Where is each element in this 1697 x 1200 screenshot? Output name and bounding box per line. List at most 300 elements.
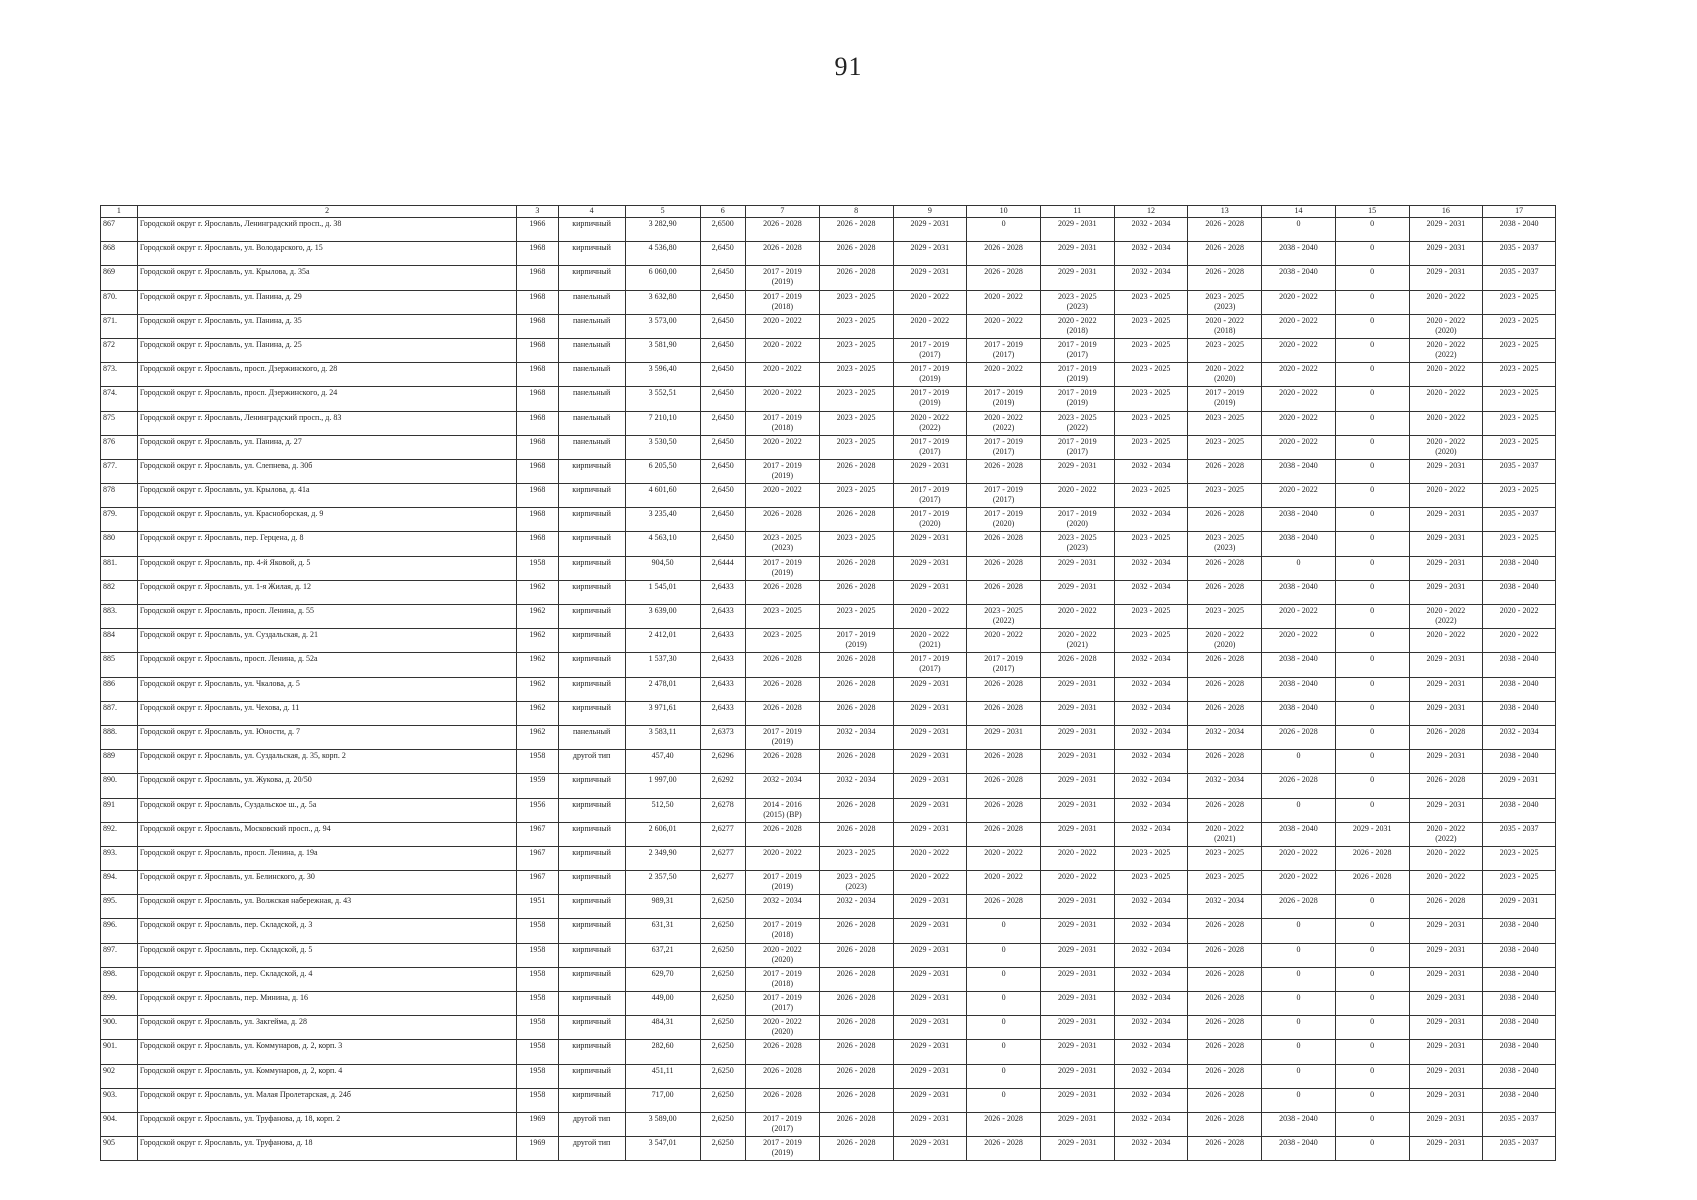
table-cell: 2026 - 2028 [819, 701, 893, 725]
table-cell: 2026 - 2028 [819, 967, 893, 991]
table-cell: 2,6450 [700, 266, 746, 290]
table-cell: 2026 - 2028 [1409, 725, 1483, 749]
table-cell: 2,6250 [700, 943, 746, 967]
table-cell: 2038 - 2040 [1262, 1112, 1336, 1136]
table-cell: 2029 - 2031 [1040, 798, 1114, 822]
table-cell: кирпичный [558, 677, 625, 701]
period-line: 2017 - 2019 [1205, 388, 1245, 398]
table-cell: 2023 - 2025 [819, 532, 893, 556]
table-cell: 2,6450 [700, 484, 746, 508]
row-number: 881. [101, 556, 138, 580]
table-cell: 2020 - 2022 [1262, 484, 1336, 508]
table-cell: 0 [1335, 532, 1409, 556]
housing-register-table [100, 205, 1556, 1161]
address-cell: Городской округ г. Ярославль, Ленинградский просп., д. 38 [137, 218, 516, 242]
period-cell [967, 387, 1041, 411]
table-cell: 2026 - 2028 [819, 919, 893, 943]
period-cell [893, 629, 967, 653]
period-cell [967, 435, 1041, 459]
table-cell: 2029 - 2031 [893, 725, 967, 749]
table-cell: 2,6433 [700, 629, 746, 653]
period-cell [893, 363, 967, 387]
row-number: 891 [101, 798, 138, 822]
table-cell: 2029 - 2031 [1040, 677, 1114, 701]
row-number: 871. [101, 314, 138, 338]
table-cell: 2032 - 2034 [746, 895, 820, 919]
table-cell: 2026 - 2028 [746, 242, 820, 266]
period-line: (2018) [771, 422, 794, 432]
table-cell: 2026 - 2028 [746, 677, 820, 701]
period-line: (2019) [1066, 398, 1088, 408]
table-cell: 2029 - 2031 [893, 992, 967, 1016]
table-cell: 1968 [517, 508, 558, 532]
table-cell: 0 [1335, 677, 1409, 701]
table-cell: 2038 - 2040 [1483, 580, 1556, 604]
period-line: 2017 - 2019 [763, 557, 802, 567]
column-number-row [101, 206, 1556, 218]
table-cell: 2,6450 [700, 338, 746, 362]
row-number: 867 [101, 218, 138, 242]
column-number-cell: 10 [967, 206, 1041, 218]
period-line: (2017) [771, 1123, 794, 1133]
period-line: 2017 - 2019 [763, 267, 802, 277]
table-cell: 2026 - 2028 [746, 653, 820, 677]
table-cell: кирпичный [558, 992, 625, 1016]
table-cell: 2029 - 2031 [1040, 992, 1114, 1016]
table-cell: 0 [1262, 992, 1336, 1016]
table-cell: 2029 - 2031 [1409, 992, 1483, 1016]
table-cell: 2020 - 2022 [746, 387, 820, 411]
table-cell: 2029 - 2031 [1040, 725, 1114, 749]
table-cell: 2026 - 2028 [967, 266, 1041, 290]
table-cell: 1968 [517, 314, 558, 338]
table-cell: 2020 - 2022 [893, 314, 967, 338]
row-number: 885 [101, 653, 138, 677]
period-cell [746, 532, 820, 556]
table-row [101, 846, 1556, 870]
table-cell: 2,6250 [700, 919, 746, 943]
table-cell: 2020 - 2022 [967, 363, 1041, 387]
table-cell: 2020 - 2022 [893, 846, 967, 870]
table-cell: кирпичный [558, 871, 625, 895]
period-line: 2023 - 2025 [1057, 412, 1097, 422]
table-cell: 0 [967, 943, 1041, 967]
period-line: (2020) [1435, 446, 1457, 456]
period-cell [1040, 363, 1114, 387]
table-cell: 0 [1335, 338, 1409, 362]
table-cell: 1958 [517, 943, 558, 967]
table-cell: 904,50 [625, 556, 700, 580]
table-cell: 2029 - 2031 [1409, 967, 1483, 991]
period-line: 2017 - 2019 [984, 339, 1023, 349]
table-cell: кирпичный [558, 218, 625, 242]
table-cell: 1969 [517, 1112, 558, 1136]
table-cell: 2023 - 2025 [819, 314, 893, 338]
table-cell: 1962 [517, 677, 558, 701]
table-cell: 451,11 [625, 1064, 700, 1088]
period-cell [967, 605, 1041, 629]
table-cell: кирпичный [558, 701, 625, 725]
table-cell: 0 [1335, 895, 1409, 919]
table-cell: 0 [1262, 1088, 1336, 1112]
address-cell: Городской округ г. Ярославль, ул. Коммунаров, д. 2, корп. 4 [137, 1064, 516, 1088]
period-line: (2017) [1066, 446, 1088, 456]
table-cell: 2,6433 [700, 677, 746, 701]
table-cell: 2029 - 2031 [1040, 1112, 1114, 1136]
period-line: (2020) [1066, 519, 1088, 529]
period-line: (2017) [1066, 349, 1088, 359]
table-cell: панельный [558, 435, 625, 459]
period-line: 2020 - 2022 [1205, 630, 1245, 640]
table-cell: 2023 - 2025 [819, 387, 893, 411]
table-cell: 1967 [517, 871, 558, 895]
table-cell: 2023 - 2025 [1114, 846, 1188, 870]
period-cell [1188, 290, 1262, 314]
period-line: (2017) [992, 349, 1015, 359]
period-cell [893, 338, 967, 362]
column-number-cell: 5 [625, 206, 700, 218]
period-line: (2022) [1435, 616, 1457, 625]
row-number: 897. [101, 943, 138, 967]
table-cell: 2026 - 2028 [746, 1064, 820, 1088]
table-cell: 3 596,40 [625, 363, 700, 387]
table-cell: 2029 - 2031 [893, 1064, 967, 1088]
period-line: (2019) [771, 567, 794, 577]
table-cell: 2026 - 2028 [1188, 943, 1262, 967]
table-row [101, 992, 1556, 1016]
row-number: 873. [101, 363, 138, 387]
period-line: 2017 - 2019 [763, 1113, 802, 1123]
table-cell: 2032 - 2034 [1114, 653, 1188, 677]
table-cell: 2026 - 2028 [1188, 967, 1262, 991]
period-line: 2014 - 2016 [763, 799, 802, 809]
address-cell: Городской округ г. Ярославль, просп. Дзержинского, д. 24 [137, 387, 516, 411]
table-cell: 2029 - 2031 [1040, 750, 1114, 774]
row-number: 899. [101, 992, 138, 1016]
table-cell: 2020 - 2022 [1040, 846, 1114, 870]
period-line: (2020) [1214, 640, 1236, 650]
table-cell: 2026 - 2028 [819, 556, 893, 580]
table-row [101, 363, 1556, 387]
table-cell: 2,6433 [700, 580, 746, 604]
address-cell: Городской округ г. Ярославль, просп. Дзержинского, д. 28 [137, 363, 516, 387]
table-cell: 1962 [517, 629, 558, 653]
period-line: 2017 - 2019 [763, 726, 802, 736]
period-line: (2020) [1214, 374, 1236, 384]
table-cell: 2032 - 2034 [1114, 750, 1188, 774]
table-cell: 2029 - 2031 [893, 677, 967, 701]
period-line: 2023 - 2025 [836, 872, 876, 882]
table-row [101, 1064, 1556, 1088]
table-row [101, 435, 1556, 459]
table-cell: 2038 - 2040 [1262, 1137, 1336, 1161]
table-cell: кирпичный [558, 798, 625, 822]
table-cell: 1962 [517, 580, 558, 604]
table-cell: 2026 - 2028 [1188, 1064, 1262, 1088]
period-line: (2022) [992, 616, 1015, 625]
period-line: 2017 - 2019 [910, 485, 950, 495]
address-cell: Городской округ г. Ярославль, ул. Чехова, д. 11 [137, 701, 516, 725]
period-line: (2021) [1214, 833, 1236, 843]
table-cell: 3 639,00 [625, 605, 700, 629]
table-cell: 2029 - 2031 [1409, 943, 1483, 967]
table-cell: 2029 - 2031 [893, 919, 967, 943]
row-number: 875 [101, 411, 138, 435]
table-row [101, 387, 1556, 411]
table-cell: 1968 [517, 242, 558, 266]
address-cell: Городской округ г. Ярославль, Ленинградский просп., д. 83 [137, 411, 516, 435]
table-cell: 0 [1335, 484, 1409, 508]
table-row [101, 314, 1556, 338]
table-cell: 2020 - 2022 [1483, 605, 1556, 629]
table-cell: 2023 - 2025 [1114, 532, 1188, 556]
row-number: 889 [101, 750, 138, 774]
address-cell: Городской округ г. Ярославль, просп. Ленина, д. 19а [137, 846, 516, 870]
table-cell: 2026 - 2028 [1409, 895, 1483, 919]
table-cell: 0 [1335, 798, 1409, 822]
period-line: 2017 - 2019 [1057, 339, 1097, 349]
table-cell: 2026 - 2028 [819, 822, 893, 846]
table-row [101, 1016, 1556, 1040]
period-line: (2020) [992, 519, 1015, 529]
table-cell: 2026 - 2028 [1409, 774, 1483, 798]
table-cell: 2038 - 2040 [1483, 798, 1556, 822]
table-cell: кирпичный [558, 846, 625, 870]
table-cell: 2032 - 2034 [819, 725, 893, 749]
period-line: 2017 - 2019 [984, 485, 1023, 495]
table-row [101, 750, 1556, 774]
table-cell: 2029 - 2031 [1040, 1088, 1114, 1112]
table-cell: 2029 - 2031 [893, 532, 967, 556]
period-cell [893, 435, 967, 459]
table-cell: 2029 - 2031 [1040, 1016, 1114, 1040]
table-cell: 2023 - 2025 [1188, 435, 1262, 459]
column-number-cell: 1 [101, 206, 138, 218]
table-cell: 2020 - 2022 [1262, 387, 1336, 411]
table-cell: 2029 - 2031 [1409, 653, 1483, 677]
table-cell: 2026 - 2028 [819, 1064, 893, 1088]
address-cell: Городской округ г. Ярославль, ул. Суздальская, д. 35, корп. 2 [137, 750, 516, 774]
table-row [101, 242, 1556, 266]
table-cell: 2026 - 2028 [967, 822, 1041, 846]
period-line: 2017 - 2019 [763, 968, 802, 978]
table-cell: 2026 - 2028 [1188, 218, 1262, 242]
table-cell: 2026 - 2028 [746, 218, 820, 242]
table-cell: 2032 - 2034 [1188, 774, 1262, 798]
table-cell: 0 [967, 1088, 1041, 1112]
table-cell: 2020 - 2022 [1409, 484, 1483, 508]
table-row [101, 943, 1556, 967]
table-cell: 2023 - 2025 [1188, 871, 1262, 895]
table-cell: 2038 - 2040 [1483, 1088, 1556, 1112]
table-cell: 2020 - 2022 [1262, 605, 1336, 629]
period-cell [1188, 387, 1262, 411]
table-cell: 2029 - 2031 [1040, 919, 1114, 943]
table-cell: 1958 [517, 1040, 558, 1064]
column-number-cell: 15 [1335, 206, 1409, 218]
address-cell: Городской округ г. Ярославль, ул. Суздальская, д. 21 [137, 629, 516, 653]
period-cell [746, 290, 820, 314]
period-line: (2019) [1066, 374, 1088, 384]
table-cell: 0 [1335, 1064, 1409, 1088]
table-cell: 2020 - 2022 [746, 338, 820, 362]
table-cell: 3 589,00 [625, 1112, 700, 1136]
table-cell: 2026 - 2028 [1262, 895, 1336, 919]
table-cell: 2035 - 2037 [1483, 1137, 1556, 1161]
table-cell: 0 [1335, 629, 1409, 653]
table-cell: 631,31 [625, 919, 700, 943]
period-line: 2020 - 2022 [984, 412, 1023, 422]
table-cell: 2023 - 2025 [819, 411, 893, 435]
table-row [101, 411, 1556, 435]
table-cell: 0 [1262, 218, 1336, 242]
table-cell: кирпичный [558, 653, 625, 677]
table-cell: 2035 - 2037 [1483, 459, 1556, 483]
table-cell: 2032 - 2034 [1114, 242, 1188, 266]
table-cell: 2038 - 2040 [1262, 242, 1336, 266]
table-cell: 4 563,10 [625, 532, 700, 556]
table-cell: 2029 - 2031 [1409, 750, 1483, 774]
table-cell: 2029 - 2031 [1409, 218, 1483, 242]
column-number-cell: 14 [1262, 206, 1336, 218]
table-cell: 0 [967, 992, 1041, 1016]
table-cell: 2023 - 2025 [1114, 290, 1188, 314]
period-cell [746, 943, 820, 967]
period-cell [893, 411, 967, 435]
table-cell: 1968 [517, 484, 558, 508]
table-row [101, 266, 1556, 290]
table-cell: 2020 - 2022 [893, 605, 967, 629]
table-cell: кирпичный [558, 508, 625, 532]
table-cell: 2 412,01 [625, 629, 700, 653]
row-number: 895. [101, 895, 138, 919]
table-cell: 0 [1335, 556, 1409, 580]
table-row [101, 1112, 1556, 1136]
table-cell: 2026 - 2028 [819, 266, 893, 290]
table-row [101, 725, 1556, 749]
period-cell [1188, 532, 1262, 556]
period-cell [819, 629, 893, 653]
period-line: 2017 - 2019 [1057, 509, 1097, 519]
table-cell: 2,6250 [700, 1016, 746, 1040]
table-cell: 2026 - 2028 [1188, 701, 1262, 725]
table-cell: кирпичный [558, 1064, 625, 1088]
table-cell: 2029 - 2031 [1409, 532, 1483, 556]
table-cell: 2029 - 2031 [1040, 774, 1114, 798]
address-cell: Городской округ г. Ярославль, пер. Минина, д. 16 [137, 992, 516, 1016]
table-cell: 2029 - 2031 [1040, 580, 1114, 604]
table-cell: 1958 [517, 992, 558, 1016]
table-row [101, 629, 1556, 653]
table-cell: кирпичный [558, 919, 625, 943]
table-cell: 2026 - 2028 [819, 653, 893, 677]
table-cell: 1958 [517, 919, 558, 943]
table-cell: 2038 - 2040 [1483, 992, 1556, 1016]
table-cell: 2032 - 2034 [1114, 1064, 1188, 1088]
table-cell: 2026 - 2028 [1188, 556, 1262, 580]
table-cell: 2 478,01 [625, 677, 700, 701]
table-cell: 3 282,90 [625, 218, 700, 242]
table-row [101, 919, 1556, 943]
table-cell: кирпичный [558, 580, 625, 604]
period-cell [746, 1137, 820, 1161]
table-cell: 2023 - 2025 [1114, 314, 1188, 338]
table-row [101, 605, 1556, 629]
table-cell: панельный [558, 338, 625, 362]
table-cell: 1958 [517, 1088, 558, 1112]
table-cell: 2026 - 2028 [1262, 774, 1336, 798]
table-cell: 0 [1262, 943, 1336, 967]
period-line: 2020 - 2022 [763, 1017, 802, 1027]
table-cell: 2,6250 [700, 967, 746, 991]
row-number: 880 [101, 532, 138, 556]
table-cell: кирпичный [558, 943, 625, 967]
table-cell: 2029 - 2031 [893, 822, 967, 846]
table-cell: 629,70 [625, 967, 700, 991]
table-cell: 2,6450 [700, 435, 746, 459]
table-cell: 2026 - 2028 [746, 701, 820, 725]
table-cell: 1962 [517, 653, 558, 677]
address-cell: Городской округ г. Ярославль, пер. Герцена, д. 8 [137, 532, 516, 556]
table-cell: 6 205,50 [625, 459, 700, 483]
table-cell: 2,6444 [700, 556, 746, 580]
address-cell: Городской округ г. Ярославль, пер. Складской, д. 5 [137, 943, 516, 967]
table-cell: 2023 - 2025 [1114, 435, 1188, 459]
row-number: 879. [101, 508, 138, 532]
table-cell: 2026 - 2028 [819, 992, 893, 1016]
table-cell: 4 536,80 [625, 242, 700, 266]
row-number: 876 [101, 435, 138, 459]
address-cell: Городской округ г. Ярославль, ул. Панина, д. 29 [137, 290, 516, 314]
table-cell: 2038 - 2040 [1483, 967, 1556, 991]
row-number: 896. [101, 919, 138, 943]
period-line: (2015) (ВР) [763, 809, 802, 819]
table-cell: 2035 - 2037 [1483, 822, 1556, 846]
table-cell: 2026 - 2028 [746, 1040, 820, 1064]
row-number: 872 [101, 338, 138, 362]
table-cell: 2029 - 2031 [1409, 459, 1483, 483]
table-cell: 0 [1262, 1064, 1336, 1088]
period-line: 2017 - 2019 [836, 630, 876, 640]
table-cell: 2038 - 2040 [1262, 653, 1336, 677]
period-line: (2019) [771, 736, 794, 746]
table-cell: 2,6277 [700, 822, 746, 846]
table-cell: 512,50 [625, 798, 700, 822]
table-cell: 2029 - 2031 [893, 1016, 967, 1040]
period-line: 2020 - 2022 [1426, 606, 1466, 615]
table-cell: 1962 [517, 605, 558, 629]
table-cell: 2032 - 2034 [1114, 677, 1188, 701]
table-cell: 2026 - 2028 [819, 750, 893, 774]
table-cell: 2026 - 2028 [1188, 677, 1262, 701]
table-cell: 2029 - 2031 [1409, 798, 1483, 822]
period-line: (2017) [919, 349, 941, 359]
table-cell: 2026 - 2028 [967, 774, 1041, 798]
table-cell: 2023 - 2025 [1483, 484, 1556, 508]
table-row [101, 1137, 1556, 1161]
table-cell: 2,6250 [700, 1064, 746, 1088]
table-row [101, 895, 1556, 919]
period-line: 2017 - 2019 [984, 436, 1023, 446]
table-cell: панельный [558, 725, 625, 749]
table-cell: 2026 - 2028 [819, 459, 893, 483]
table-cell: кирпичный [558, 532, 625, 556]
table-cell: 2032 - 2034 [1114, 725, 1188, 749]
address-cell: Городской округ г. Ярославль, ул. Слепнева, д. 30б [137, 459, 516, 483]
table-cell: 2026 - 2028 [819, 242, 893, 266]
period-line: 2017 - 2019 [763, 920, 802, 930]
table-cell: 0 [1335, 605, 1409, 629]
